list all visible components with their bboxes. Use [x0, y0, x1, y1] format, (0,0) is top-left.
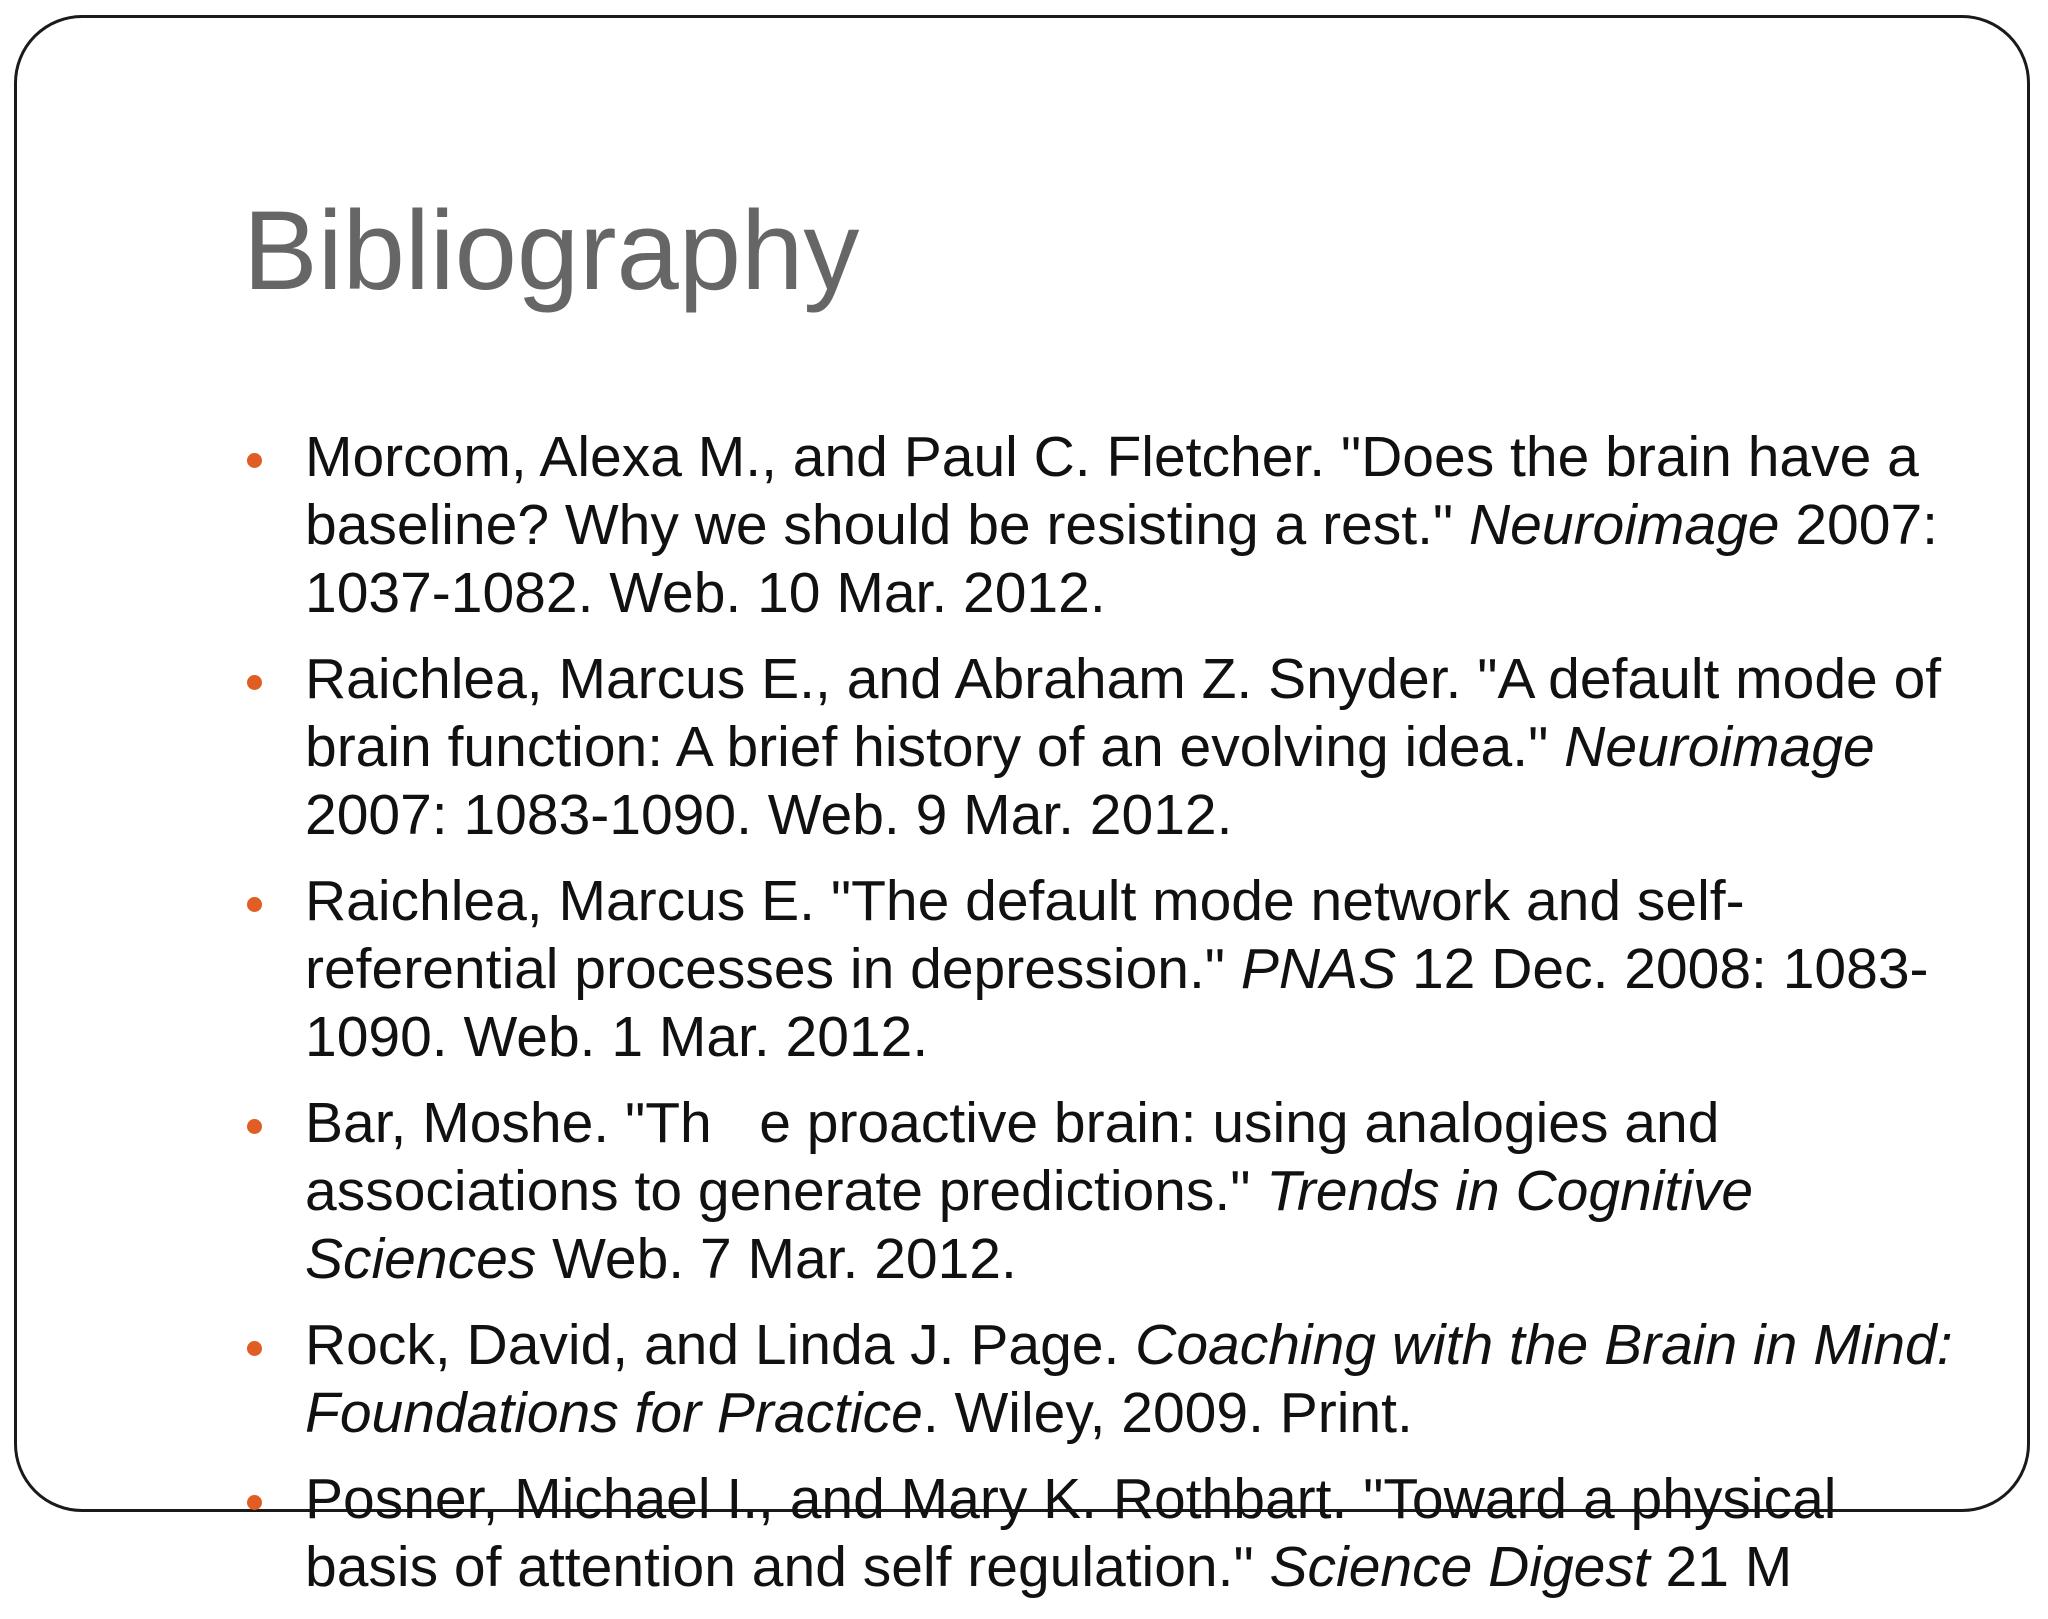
bibliography-entry-2: [243, 645, 1963, 849]
entry-text: [305, 425, 1938, 625]
entry-text: [305, 1091, 1753, 1291]
bibliography-entry-4: [243, 1089, 1963, 1293]
bullet-icon: [247, 1495, 262, 1510]
bullet-icon: [247, 897, 262, 912]
entry-text-main: Rock, David, and Linda J. Page.: [305, 1313, 1136, 1377]
entry-text-main: Bar, Moshe. "Th e proactive brain: using analogies and associations to generate predictions.": [305, 1091, 1736, 1223]
entry-text-main: Morcom, Alexa M., and Paul C. Fletcher. "Does the brain have a baseline? Why we should be resisting a rest.": [305, 425, 1919, 557]
entry-text-rest: 21 M: [1649, 1535, 1793, 1599]
entry-text-rest: 12 Dec. 2008: 1083-1090. Web. 1 Mar. 2012.: [305, 937, 1929, 1069]
slide-frame: [14, 15, 2030, 1599]
entry-source-title: Science Digest: [1269, 1535, 1650, 1599]
bullet-icon: [247, 1341, 262, 1356]
bibliography-entry-3: [243, 867, 1963, 1071]
bibliography-entry-6: [243, 1465, 1963, 1601]
entry-text-rest: 2007: 1037-1082. Web. 10 Mar. 2012.: [305, 493, 1938, 625]
page-title: Bibliography: [243, 188, 860, 313]
entry-text-rest: Web. 7 Mar. 2012.: [536, 1227, 1017, 1291]
bullet-icon: [247, 1119, 262, 1134]
bibliography-entry-1: [243, 423, 1963, 627]
entry-text-rest: . Wiley, 2009. Print.: [922, 1381, 1413, 1445]
entry-source-title: Coaching with the Brain in Mind: Foundations for Practice: [305, 1313, 1953, 1445]
entry-source-title: Trends in Cognitive Sciences: [305, 1159, 1754, 1291]
bibliography-content: [243, 423, 1963, 1619]
entry-text-rest: 2007: 1083-1090. Web. 9 Mar. 2012.: [305, 783, 1233, 847]
bullet-icon: [247, 453, 262, 468]
bibliography-list: [243, 423, 1963, 1601]
entry-text: [305, 1313, 1953, 1445]
entry-text: [305, 647, 1941, 847]
entry-text-main: Raichlea, Marcus E., and Abraham Z. Snyder. "A default mode of brain function: A brief history of an evolving idea.": [305, 647, 1942, 779]
entry-text: [305, 1467, 1836, 1599]
entry-source-title: Neuroimage: [1469, 493, 1780, 557]
entry-source-title: PNAS: [1240, 937, 1397, 1001]
bullet-icon: [247, 675, 262, 690]
entry-text-main: Posner, Michael I., and Mary K. Rothbart. "Toward a physical basis of attention and self regulation.": [305, 1467, 1837, 1599]
entry-text: [305, 869, 1929, 1069]
entry-source-title: Neuroimage: [1564, 715, 1875, 779]
bibliography-entry-5: [243, 1311, 1963, 1447]
entry-text-main: Raichlea, Marcus E. "The default mode network and self-referential processes in depression.": [305, 869, 1745, 1001]
